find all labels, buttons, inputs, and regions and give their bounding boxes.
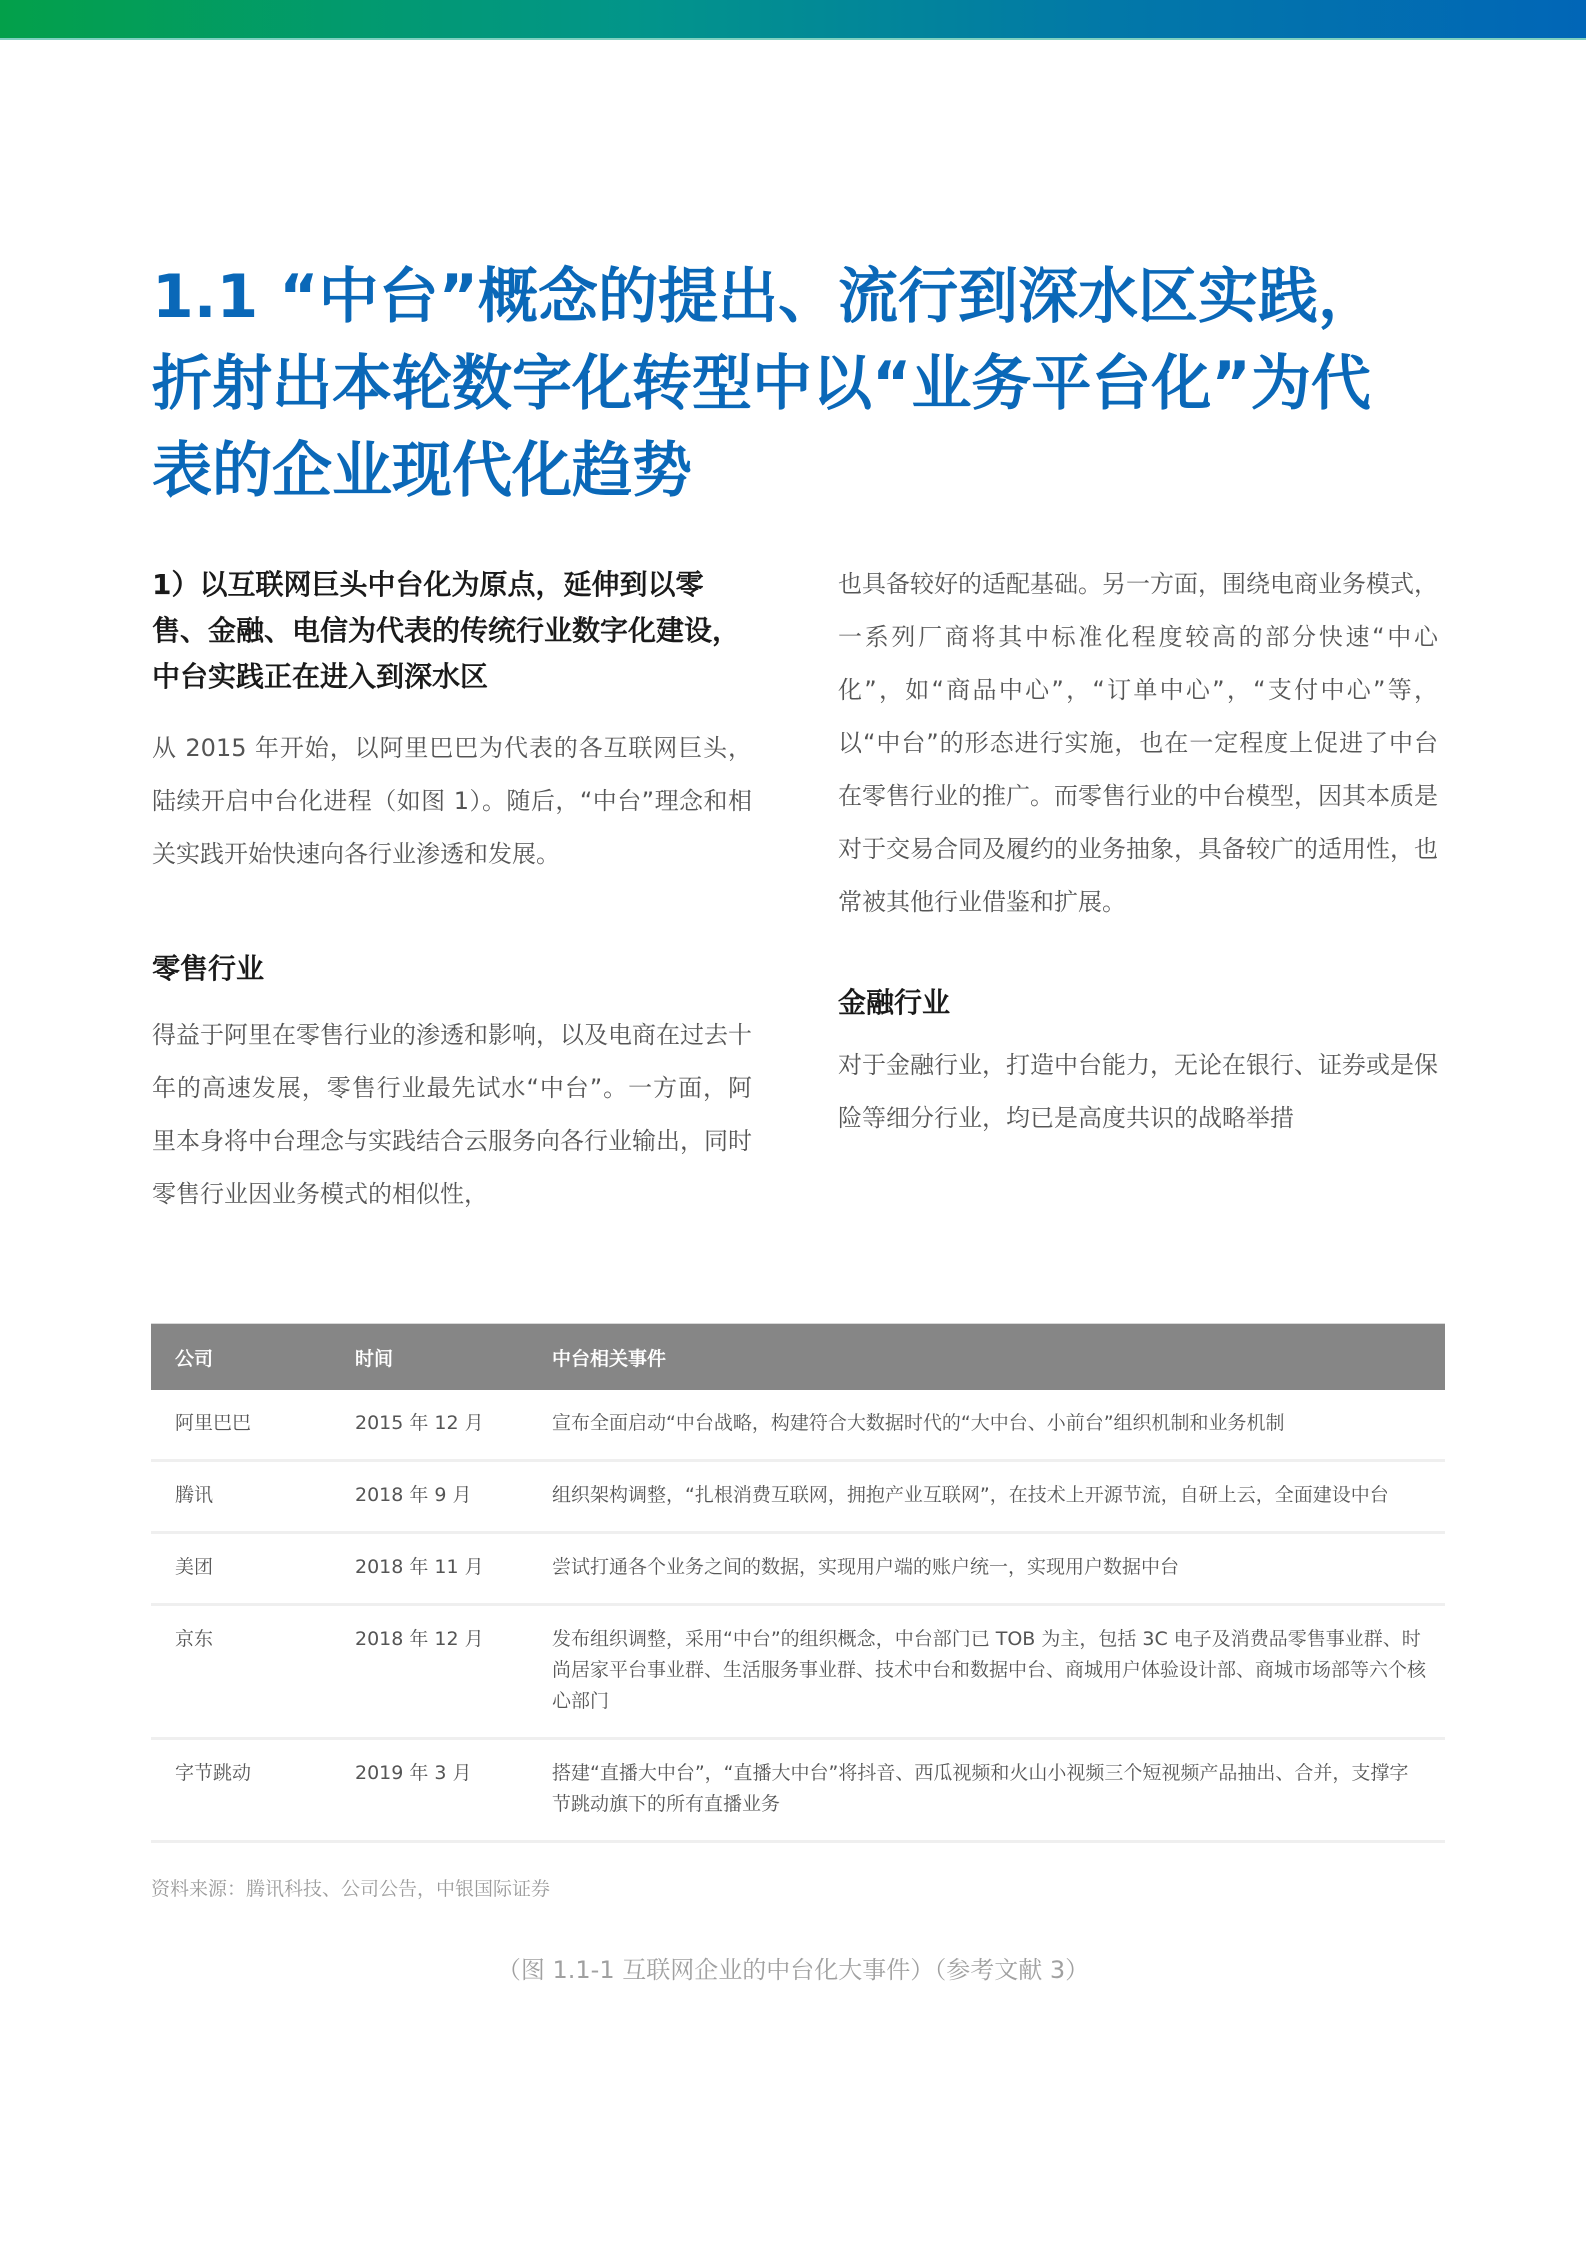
column-header-company: 公司 xyxy=(151,1324,331,1391)
table-header-row xyxy=(151,1324,1445,1391)
table-row xyxy=(151,1390,1445,1461)
cell-event: 发布组织调整，采用“中台”的组织概念，中台部门已 TOB 为主，包括 3C 电子及消费品零售事业群、时尚居家平台事业群、生活服务事业群、技术中台和数据中台、商城用户体验设计部、商城市场部等六个核心部门 xyxy=(528,1605,1445,1739)
table-row xyxy=(151,1533,1445,1605)
cell-event: 宣布全面启动“中台战略，构建符合大数据时代的“大中台、小前台”组织机制和业务机制 xyxy=(528,1390,1445,1461)
finance-paragraph: 对于金融行业，打造中台能力，无论在银行、证券或是保险等细分行业，均已是高度共识的战略举措 xyxy=(838,1051,1438,1132)
title-line-3: 表的企业现代化趋势 xyxy=(152,436,692,506)
finance-heading: 金融行业 xyxy=(838,986,951,1019)
cell-time: 2019 年 3 月 xyxy=(331,1739,528,1842)
cell-event: 搭建“直播大中台”，“直播大中台”将抖音、西瓜视频和火山小视频三个短视频产品抽出、合并，支撑字节跳动旗下的所有直播业务 xyxy=(528,1739,1445,1842)
column-header-time: 时间 xyxy=(331,1324,528,1391)
cell-company: 字节跳动 xyxy=(151,1739,331,1842)
source-note: 资料来源：腾讯科技、公司公告，中银国际证券 xyxy=(151,1878,551,1900)
cell-time: 2018 年 12 月 xyxy=(331,1605,528,1739)
left-column xyxy=(152,562,752,1221)
section-title xyxy=(152,254,1452,515)
column-header-event: 中台相关事件 xyxy=(528,1324,1445,1391)
cell-company: 美团 xyxy=(151,1533,331,1605)
right-column xyxy=(838,558,1438,1145)
cell-company: 腾讯 xyxy=(151,1461,331,1533)
subsection-heading: 1）以互联网巨头中台化为原点，延伸到以零售、金融、电信为代表的传统行业数字化建设，中台实践正在进入到深水区 xyxy=(152,568,741,693)
title-line-2: 折射出本轮数字化转型中以“业务平台化”为代 xyxy=(152,349,1371,419)
title-line-1: 1.1 “中台”概念的提出、流行到深水区实践， xyxy=(152,262,1379,332)
cell-event: 组织架构调整，“扎根消费互联网，拥抱产业互联网”，在技术上开源节流，自研上云，全面建设中台 xyxy=(528,1461,1445,1533)
cell-company: 阿里巴巴 xyxy=(151,1390,331,1461)
header-gradient-bar xyxy=(0,0,1586,40)
cell-time: 2015 年 12 月 xyxy=(331,1390,528,1461)
table-row xyxy=(151,1461,1445,1533)
retail-continued-paragraph: 也具备较好的适配基础。另一方面，围绕电商业务模式，一系列厂商将其中标准化程度较高的部分快速“中心化”，如“商品中心”，“订单中心”，“支付中心”等，以“中台”的形态进行实施，也在一定程度上促进了中台在零售行业的推广。而零售行业的中台模型，因其本质是对于交易合同及履约的业务抽象，具备较广的适用性，也常被其他行业借鉴和扩展。 xyxy=(838,570,1438,916)
figure-caption: （图 1.1-1 互联网企业的中台化大事件）（参考文献 3） xyxy=(496,1956,1090,1984)
retail-paragraph: 得益于阿里在零售行业的渗透和影响，以及电商在过去十年的高速发展，零售行业最先试水“中台”。一方面，阿里本身将中台理念与实践结合云服务向各行业输出，同时零售行业因业务模式的相似性， xyxy=(152,1021,752,1208)
cell-event: 尝试打通各个业务之间的数据，实现用户端的账户统一，实现用户数据中台 xyxy=(528,1533,1445,1605)
retail-heading: 零售行业 xyxy=(152,952,265,985)
table-row xyxy=(151,1739,1445,1842)
cell-time: 2018 年 9 月 xyxy=(331,1461,528,1533)
cell-company: 京东 xyxy=(151,1605,331,1739)
table-row xyxy=(151,1605,1445,1739)
cell-time: 2018 年 11 月 xyxy=(331,1533,528,1605)
events-table xyxy=(151,1323,1445,1843)
intro-paragraph: 从 2015 年开始，以阿里巴巴为代表的各互联网巨头，陆续开启中台化进程（如图 1）。随后，“中台”理念和相关实践开始快速向各行业渗透和发展。 xyxy=(152,734,752,868)
